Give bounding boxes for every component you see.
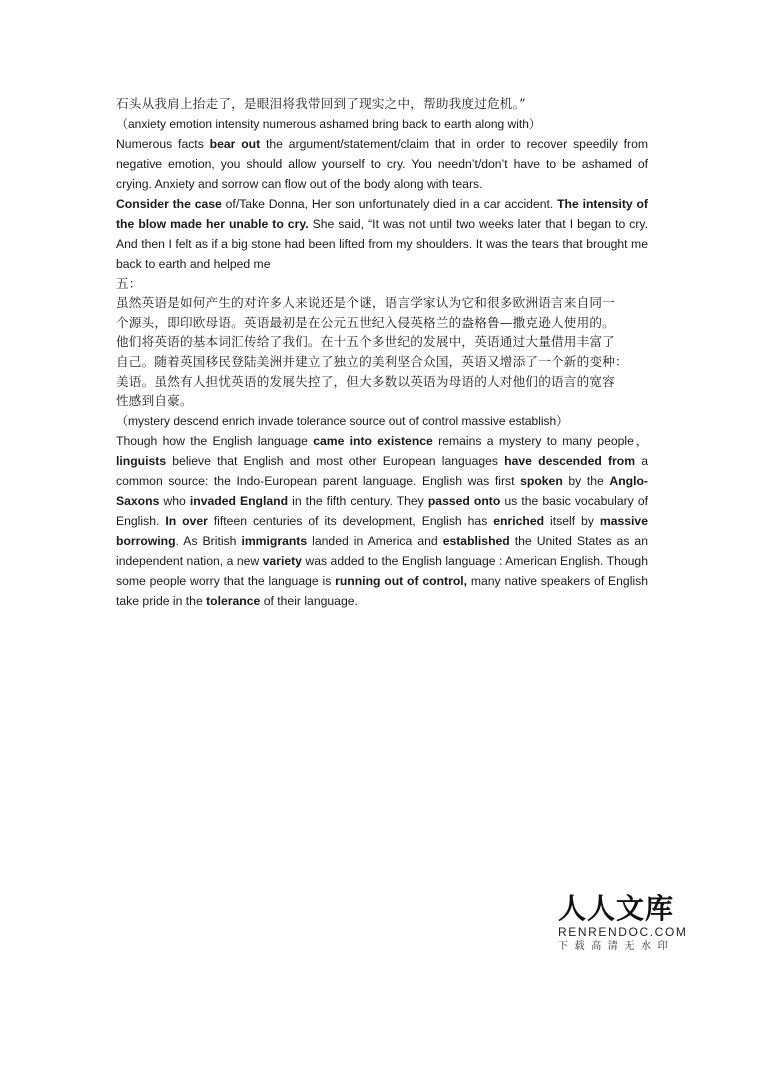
renrendoc-watermark	[558, 892, 688, 954]
key-phrase: invaded England	[189, 493, 289, 508]
key-phrase: established	[442, 533, 510, 548]
chinese-text-tail: 石头从我肩上抬走了，是眼泪将我带回到了现实之中，帮助我度过危机。”	[116, 96, 526, 111]
key-phrase: Anglo-Saxons	[116, 473, 648, 508]
chinese-line: 虽然英语是如何产生的对许多人来说还是个谜，语言学家认为它和很多欧洲语言来自同一	[116, 295, 615, 311]
key-phrase: The intensity of the blow made her unable to cry.	[116, 196, 648, 231]
section-heading: 五：	[116, 275, 142, 291]
key-phrase: In over	[165, 513, 208, 528]
key-phrase: have descended from	[504, 453, 636, 468]
watermark-url: RENRENDOC.COM	[558, 925, 688, 939]
translation-paragraph: Though how the English language came into existence remains a mystery to many people，linguists believe that English and most other European languages have descended from a common source: the Indo-European parent language. English was first spoken by the Anglo-Saxons who invaded England in the fifth century. They passed onto us the basic vocabulary of English. In over fifteen centuries of its development, English has enriched itself by massive borrowing. As British immigrants landed in America and established the United States as an independent nation, a new variety was added to the English language : American English. Though some people worry that the language is running out of control, many native speakers of English take pride in the tolerance of their language.	[116, 433, 649, 608]
chinese-line: 个源头，即印欧母语。英语最初是在公元五世纪入侵英格兰的盎格鲁—撒克逊人使用的。	[116, 314, 615, 330]
key-phrase: massive borrowing	[116, 513, 648, 548]
key-phrase: spoken	[520, 473, 563, 488]
key-phrase: variety	[262, 553, 302, 568]
chinese-passage	[116, 293, 648, 411]
key-phrase: tolerance	[206, 593, 261, 608]
key-phrase: immigrants	[241, 533, 308, 548]
chinese-line: 性感到自豪。	[116, 393, 193, 409]
translation-paragraph: Consider the case of/Take Donna, Her son unfortunately died in a car accident. The intensity of the blow made her unable to cry. She said, “It was not until two weeks later that I began to cry. And then I felt as if a big stone had been lifted from my shoulders. It was the tears that brought me back to earth and helped me	[116, 196, 648, 271]
watermark-subtitle: 下载高清无水印	[558, 941, 675, 952]
key-phrase: bear out	[209, 136, 261, 151]
key-phrase: Consider the case	[116, 196, 222, 211]
key-phrase: came into existence	[313, 433, 433, 448]
key-phrase: linguists	[116, 453, 167, 468]
translation-paragraph: Numerous facts bear out the argument/statement/claim that in order to recover speedily from negative emotion, you should allow yourself to cry. You needn’t/don’t have to be ashamed of crying. Anxiety and sorrow can flow out of the body along with tears.	[116, 136, 649, 191]
keyword-list: （mystery descend enrich invade tolerance source out of control massive establish）	[116, 413, 569, 428]
watermark-logo-text: 人人文库	[558, 892, 675, 925]
chinese-line: 他们将英语的基本词汇传给了我们。在十五个多世纪的发展中，英语通过大量借用丰富了	[116, 334, 615, 350]
key-phrase: running out of control,	[335, 573, 468, 588]
chinese-line: 自己。随着英国移民登陆美洲并建立了独立的美利坚合众国，英语又增添了一个新的变种：	[116, 353, 628, 369]
chinese-line: 美语。虽然有人担忧英语的发展失控了，但大多数以英语为母语的人对他们的语言的宽容	[116, 373, 615, 389]
key-phrase: enriched	[493, 513, 545, 528]
document-page	[116, 94, 648, 611]
keyword-list: （anxiety emotion intensity numerous ashamed bring back to earth along with）	[116, 116, 541, 131]
key-phrase: passed onto	[427, 493, 501, 508]
